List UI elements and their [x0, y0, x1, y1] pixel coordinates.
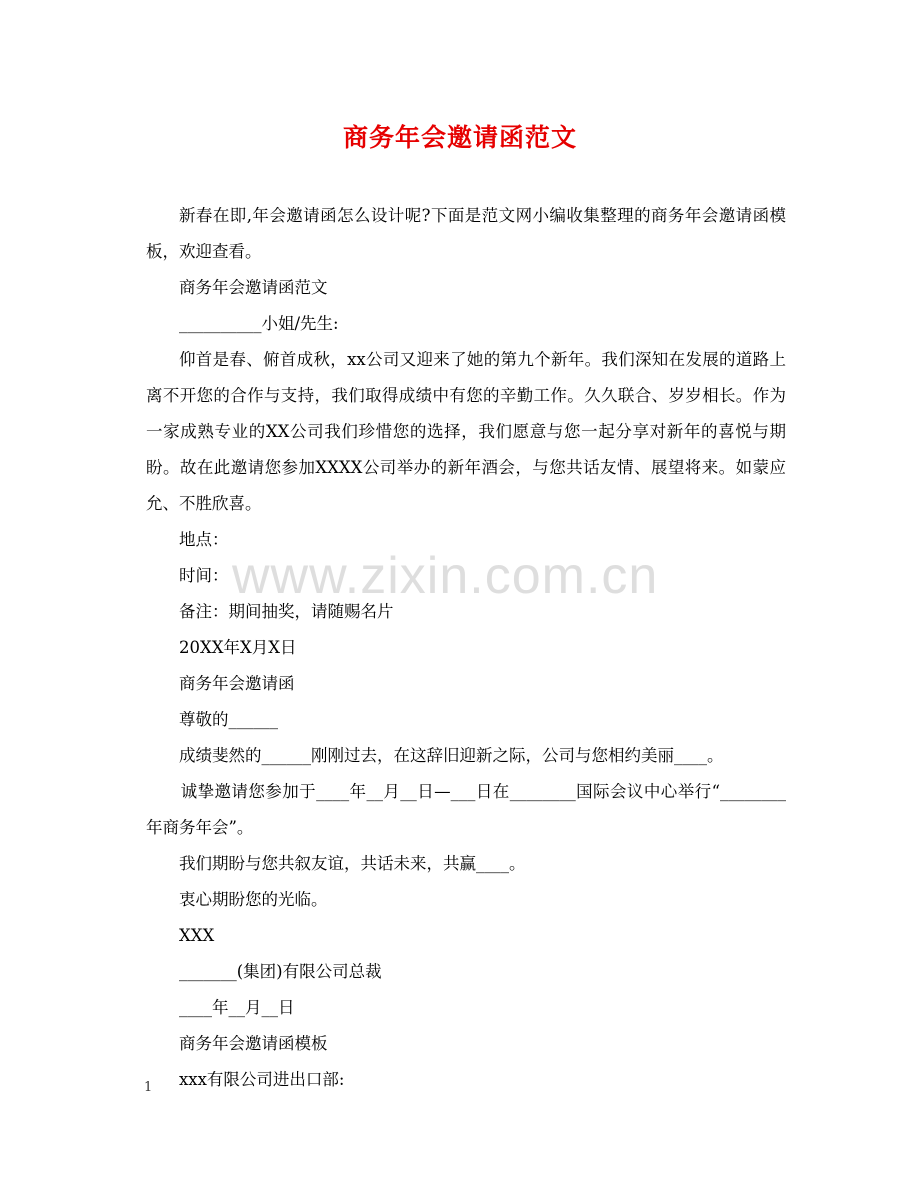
section-heading: 商务年会邀请函	[179, 674, 295, 693]
time-line: 时间：	[179, 566, 229, 585]
location-line: 地点：	[179, 530, 229, 549]
body-paragraph: 仰首是春、俯首成秋，xx公司又迎来了她的第九个新年。我们深知在发展的道路上离不开您的合作与支持，我们取得成绩中有您的辛勤工作。久久联合、岁岁相长。作为一家成熟专业的XX公司我们珍惜您的选择，我们愿意与您一起分享对新年的喜悦与期盼。故在此邀请您参加XXXX公司举办的新年酒会，与您共话友情、展望将来。如蒙应允、不胜欣喜。	[146, 350, 786, 513]
document-title: 商务年会邀请函范文	[342, 123, 577, 152]
body-paragraph: 诚挚邀请您参加于____年__月__日—___日在________国际会议中心举行“________年商务年会”。	[146, 782, 786, 837]
body-paragraph: 我们期盼与您共叙友谊，共话未来，共赢____。	[179, 854, 526, 873]
section-heading: 商务年会邀请函范文	[179, 278, 328, 297]
note-line: 备注：期间抽奖，请随赐名片	[179, 602, 394, 621]
signature-title: _______(集团)有限公司总裁	[179, 962, 382, 981]
salutation: __________小姐/先生:	[179, 314, 339, 333]
salutation: 尊敬的______	[179, 710, 278, 729]
signature-name: XXX	[179, 926, 215, 945]
signature-date: ____年__月__日	[179, 998, 295, 1017]
salutation: xxx有限公司进出口部:	[179, 1070, 345, 1089]
body-paragraph: 成绩斐然的______刚刚过去，在这辞旧迎新之际，公司与您相约美丽____。	[179, 746, 724, 765]
watermark: www.zixin.com.cn	[232, 547, 659, 605]
intro-paragraph: 新春在即,年会邀请函怎么设计呢?下面是范文网小编收集整理的商务年会邀请函模板，欢迎查看。	[146, 206, 786, 261]
page-number: 1	[144, 1080, 153, 1095]
closing-line: 衷心期盼您的光临。	[179, 890, 328, 909]
section-heading: 商务年会邀请函模板	[179, 1034, 328, 1053]
date-line: 20XX年X月X日	[179, 638, 297, 657]
document-body	[146, 198, 786, 1098]
